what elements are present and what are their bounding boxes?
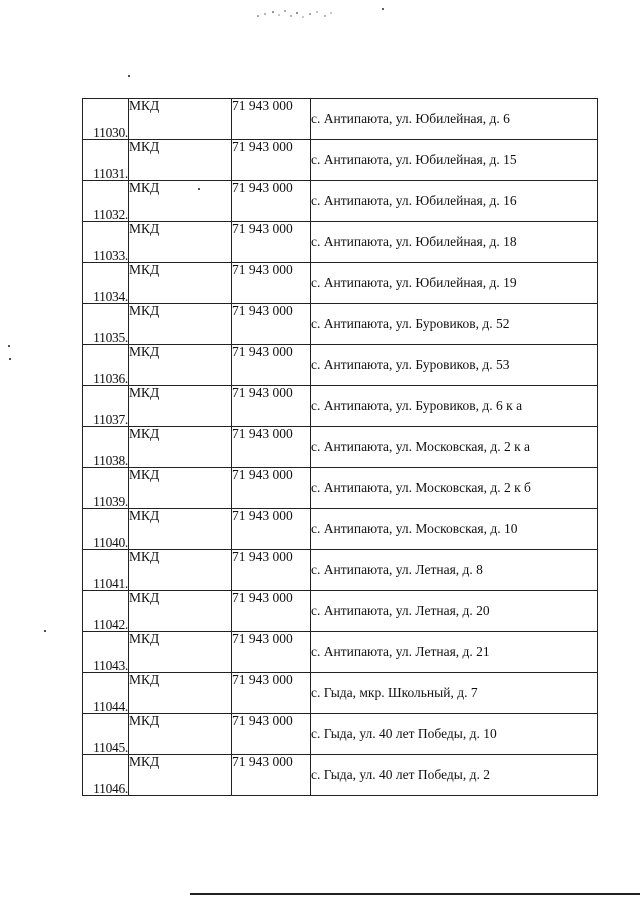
oktmo-code-cell: 71 943 000 <box>232 509 311 550</box>
address-cell: с. Антипаюта, ул. Юбилейная, д. 19 <box>311 263 598 304</box>
row-number-cell: 11039. <box>83 468 129 509</box>
scan-speck <box>128 75 130 77</box>
object-type-cell: МКД <box>129 509 232 550</box>
oktmo-code-cell: 71 943 000 <box>232 345 311 386</box>
object-type-cell: МКД <box>129 591 232 632</box>
oktmo-code-cell: 71 943 000 <box>232 550 311 591</box>
object-type-cell: МКД <box>129 140 232 181</box>
table-row <box>83 509 598 550</box>
table-row <box>83 427 598 468</box>
row-number-cell: 11046. <box>83 755 129 796</box>
oktmo-code-cell: 71 943 000 <box>232 427 311 468</box>
oktmo-code-cell: 71 943 000 <box>232 222 311 263</box>
row-number-cell: 11040. <box>83 509 129 550</box>
row-number-cell: 11034. <box>83 263 129 304</box>
oktmo-code-cell: 71 943 000 <box>232 181 311 222</box>
address-cell: с. Антипаюта, ул. Московская, д. 2 к а <box>311 427 598 468</box>
row-number-cell: 11038. <box>83 427 129 468</box>
table-row <box>83 591 598 632</box>
oktmo-code-cell: 71 943 000 <box>232 673 311 714</box>
address-cell: с. Гыда, мкр. Школьный, д. 7 <box>311 673 598 714</box>
table-row <box>83 304 598 345</box>
table-row <box>83 755 598 796</box>
table-row <box>83 263 598 304</box>
object-type-cell: МКД <box>129 304 232 345</box>
address-cell: с. Антипаюта, ул. Летная, д. 20 <box>311 591 598 632</box>
registry-table <box>82 98 598 796</box>
scan-artifact-top <box>255 6 335 20</box>
address-cell: с. Гыда, ул. 40 лет Победы, д. 2 <box>311 755 598 796</box>
row-number-cell: 11030. <box>83 99 129 140</box>
object-type-cell: МКД <box>129 550 232 591</box>
row-number-cell: 11033. <box>83 222 129 263</box>
address-cell: с. Антипаюта, ул. Летная, д. 8 <box>311 550 598 591</box>
oktmo-code-cell: 71 943 000 <box>232 755 311 796</box>
object-type-cell: МКД <box>129 468 232 509</box>
object-type-cell: МКД <box>129 222 232 263</box>
address-cell: с. Антипаюта, ул. Юбилейная, д. 18 <box>311 222 598 263</box>
object-type-cell: МКД <box>129 714 232 755</box>
object-type-cell: МКД <box>129 673 232 714</box>
object-type-cell: МКД <box>129 99 232 140</box>
oktmo-code-cell: 71 943 000 <box>232 304 311 345</box>
table-row <box>83 99 598 140</box>
address-cell: с. Антипаюта, ул. Буровиков, д. 52 <box>311 304 598 345</box>
table-row <box>83 181 598 222</box>
table-row <box>83 673 598 714</box>
row-number-cell: 11045. <box>83 714 129 755</box>
address-cell: с. Антипаюта, ул. Юбилейная, д. 16 <box>311 181 598 222</box>
oktmo-code-cell: 71 943 000 <box>232 468 311 509</box>
object-type-cell: МКД <box>129 263 232 304</box>
oktmo-code-cell: 71 943 000 <box>232 263 311 304</box>
oktmo-code-cell: 71 943 000 <box>232 591 311 632</box>
table-row <box>83 222 598 263</box>
address-cell: с. Антипаюта, ул. Московская, д. 10 <box>311 509 598 550</box>
oktmo-code-cell: 71 943 000 <box>232 140 311 181</box>
address-cell: с. Антипаюта, ул. Московская, д. 2 к б <box>311 468 598 509</box>
row-number-cell: 11037. <box>83 386 129 427</box>
scan-edge-line <box>190 893 640 895</box>
row-number-cell: 11042. <box>83 591 129 632</box>
object-type-cell: МКД <box>129 345 232 386</box>
row-number-cell: 11032. <box>83 181 129 222</box>
object-type-cell: МКД <box>129 181 232 222</box>
object-type-cell: МКД <box>129 427 232 468</box>
table-row <box>83 550 598 591</box>
address-cell: с. Антипаюта, ул. Летная, д. 21 <box>311 632 598 673</box>
row-number-cell: 11035. <box>83 304 129 345</box>
scan-speck <box>8 345 10 347</box>
oktmo-code-cell: 71 943 000 <box>232 714 311 755</box>
address-cell: с. Антипаюта, ул. Юбилейная, д. 15 <box>311 140 598 181</box>
address-cell: с. Антипаюта, ул. Юбилейная, д. 6 <box>311 99 598 140</box>
oktmo-code-cell: 71 943 000 <box>232 386 311 427</box>
oktmo-code-cell: 71 943 000 <box>232 632 311 673</box>
address-cell: с. Гыда, ул. 40 лет Победы, д. 10 <box>311 714 598 755</box>
table-row <box>83 714 598 755</box>
table-row <box>83 386 598 427</box>
table-row <box>83 140 598 181</box>
address-cell: с. Антипаюта, ул. Буровиков, д. 6 к а <box>311 386 598 427</box>
row-number-cell: 11044. <box>83 673 129 714</box>
row-number-cell: 11041. <box>83 550 129 591</box>
row-number-cell: 11043. <box>83 632 129 673</box>
row-number-cell: 11031. <box>83 140 129 181</box>
scan-speck <box>382 8 384 10</box>
table-row <box>83 468 598 509</box>
row-number-cell: 11036. <box>83 345 129 386</box>
scan-speck <box>9 358 11 360</box>
address-cell: с. Антипаюта, ул. Буровиков, д. 53 <box>311 345 598 386</box>
object-type-cell: МКД <box>129 386 232 427</box>
object-type-cell: МКД <box>129 632 232 673</box>
oktmo-code-cell: 71 943 000 <box>232 99 311 140</box>
scan-speck <box>44 630 46 632</box>
table-row <box>83 345 598 386</box>
object-type-cell: МКД <box>129 755 232 796</box>
table-row <box>83 632 598 673</box>
